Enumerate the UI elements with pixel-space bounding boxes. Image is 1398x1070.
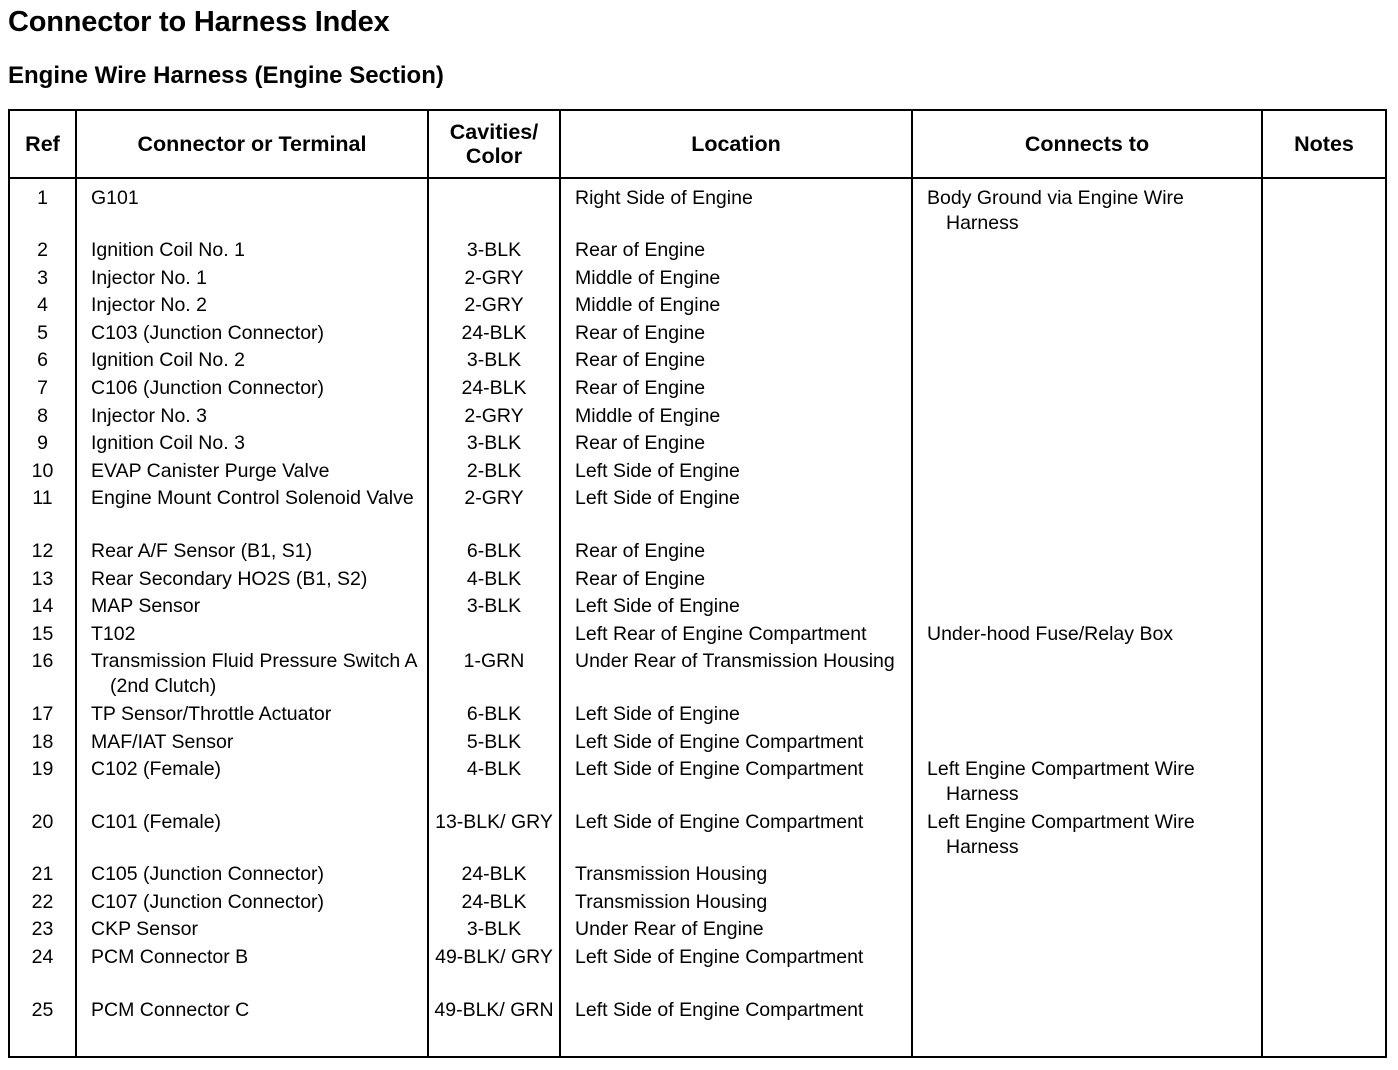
table-row [9,915,1386,943]
cell-connector-text: G101 [91,187,139,209]
cell-connects-to [912,537,1262,565]
table-row [9,291,1386,319]
cell-ref [9,264,76,292]
cell-cavities-text: 1-GRN [463,650,525,673]
cell-connector-text: Transmission Fluid Pressure Switch A (2nd Clutch) [91,650,417,698]
cell-location-text: Left Side of Engine Compartment [575,810,864,833]
cell-ref [9,565,76,593]
cell-ref-text: 13 [31,567,54,590]
cell-connector-text: Ignition Coil No. 2 [91,349,245,372]
cell-connector [76,346,428,374]
cell-ref-text: 6 [37,349,48,372]
cell-cavities-text: 24-BLK [461,890,527,913]
cell-location-text: Rear of Engine [575,239,706,261]
cell-ref [9,647,76,700]
cell-cavities [428,457,560,485]
cell-connector [76,429,428,457]
cell-cavities [428,728,560,756]
cell-connects-to [912,374,1262,402]
cell-cavities-text: 3-BLK [466,595,522,618]
cell-location [560,429,912,457]
cell-notes [1262,565,1386,593]
table-row [9,457,1386,485]
cell-ref-text: 14 [31,595,54,618]
table-row [9,319,1386,347]
cell-connector [76,291,428,319]
cell-ref-text: 22 [31,890,54,913]
cell-connector-text: C103 (Junction Connector) [91,321,325,344]
cell-notes [1262,700,1386,728]
cell-ref [9,728,76,756]
cell-connects-to [912,319,1262,347]
cell-connector-text: TP Sensor/Throttle Actuator [91,702,332,725]
cell-cavities-text: 2-BLK [466,459,522,482]
cell-connector [76,888,428,916]
cell-location [560,565,912,593]
table-header [9,110,1386,178]
cell-connector-text: C105 (Junction Connector) [91,863,325,886]
cell-connector [76,484,428,537]
cell-connector-text: T102 [91,622,136,645]
header-ref: Ref [9,110,76,178]
cell-ref-text: 21 [31,863,54,886]
cell-ref [9,915,76,943]
cell-notes [1262,484,1386,537]
cell-ref-text: 8 [37,404,48,427]
cell-cavities [428,915,560,943]
cell-notes [1262,402,1386,430]
cell-location-text: Left Side of Engine Compartment [575,730,864,753]
cell-connects-to-text: Under-hood Fuse/Relay Box [927,622,1174,645]
cell-cavities-text: 4-BLK [466,758,522,781]
cell-notes [1262,319,1386,347]
cell-location-text: Transmission Housing [575,863,768,886]
cell-connector [76,647,428,700]
table-row [9,888,1386,916]
cell-notes [1262,728,1386,756]
cell-cavities-text: 24-BLK [461,863,527,886]
cell-connector-text: Injector No. 1 [91,266,207,289]
cell-location [560,915,912,943]
cell-notes [1262,647,1386,700]
cell-connects-to [912,484,1262,537]
cell-notes [1262,178,1386,236]
cell-connector [76,374,428,402]
cell-location [560,346,912,374]
cell-ref [9,236,76,264]
cell-connector [76,592,428,620]
cell-location-text: Middle of Engine [575,404,721,427]
cell-connector-text: MAP Sensor [91,595,201,618]
cell-connects-to [912,620,1262,648]
cell-notes [1262,996,1386,1057]
cell-cavities-text: 2-GRY [464,294,524,317]
cell-connector [76,996,428,1057]
page-title: Connector to Harness Index [8,6,390,38]
cell-location [560,700,912,728]
cell-connects-to [912,592,1262,620]
cell-location-text: Left Side of Engine [575,459,740,482]
cell-cavities [428,565,560,593]
cell-cavities [428,808,560,861]
cell-ref-text: 12 [31,539,54,562]
cell-cavities [428,592,560,620]
cell-cavities [428,236,560,264]
cell-ref-text: 24 [31,946,54,969]
cell-connector [76,236,428,264]
cell-location [560,860,912,888]
cell-connects-to [912,565,1262,593]
header-connects-to: Connects to [912,110,1262,178]
cell-location [560,319,912,347]
cell-cavities-text: 2-GRY [464,266,524,289]
cell-connects-to [912,457,1262,485]
cell-cavities-text: 2-GRY [464,487,524,510]
cell-ref-text: 20 [31,810,54,833]
cell-connector-text: Injector No. 2 [91,294,207,317]
cell-ref-text: 1 [37,187,48,209]
cell-location-text: Left Side of Engine [575,702,740,725]
cell-ref [9,319,76,347]
cell-connects-to [912,291,1262,319]
cell-connector-text: Rear Secondary HO2S (B1, S2) [91,567,368,590]
cell-connector [76,457,428,485]
table-row [9,647,1386,700]
header-connector: Connector or Terminal [76,110,428,178]
table-row [9,374,1386,402]
cell-cavities [428,402,560,430]
cell-connects-to-text: Left Engine Compartment Wire Harness [927,758,1195,806]
cell-location-text: Right Side of Engine [575,187,753,209]
cell-notes [1262,888,1386,916]
cell-cavities [428,537,560,565]
header-cavities [428,110,560,178]
cell-ref [9,808,76,861]
cell-location [560,943,912,996]
cell-cavities [428,860,560,888]
cell-ref [9,860,76,888]
cell-location-text: Rear of Engine [575,539,706,562]
cell-connector-text: EVAP Canister Purge Valve [91,459,330,482]
cell-connects-to [912,943,1262,996]
cell-cavities-text: 3-BLK [466,918,522,941]
cell-connector-text: PCM Connector C [91,998,250,1021]
cell-location-text: Transmission Housing [575,890,768,913]
cell-ref [9,457,76,485]
cell-connector [76,728,428,756]
cell-ref-text: 9 [37,432,48,455]
cell-connector-text: Engine Mount Control Solenoid Valve [91,487,414,510]
cell-cavities [428,620,560,648]
cell-connects-to [912,178,1262,236]
table-row [9,346,1386,374]
cell-connector [76,565,428,593]
cell-connects-to [912,236,1262,264]
table-row [9,484,1386,537]
cell-notes [1262,943,1386,996]
cell-notes [1262,592,1386,620]
cell-ref [9,996,76,1057]
cell-cavities [428,943,560,996]
cell-notes [1262,755,1386,808]
table-row [9,264,1386,292]
cell-connects-to [912,860,1262,888]
cell-ref [9,346,76,374]
cell-location [560,457,912,485]
cell-location [560,236,912,264]
cell-cavities-text: 49-BLK/ GRN [434,998,554,1021]
cell-connector [76,943,428,996]
table-row [9,700,1386,728]
cell-location-text: Left Rear of Engine Compartment [575,622,867,645]
cell-location [560,402,912,430]
cell-location-text: Left Side of Engine [575,487,740,510]
cell-location-text: Left Side of Engine Compartment [575,758,864,781]
cell-location [560,728,912,756]
cell-location [560,484,912,537]
cell-location-text: Rear of Engine [575,567,706,590]
cell-location-text: Rear of Engine [575,432,706,455]
cell-connector [76,264,428,292]
cell-ref [9,592,76,620]
cell-cavities [428,429,560,457]
cell-notes [1262,537,1386,565]
cell-cavities [428,319,560,347]
cell-ref [9,755,76,808]
table-row [9,429,1386,457]
cell-cavities [428,755,560,808]
cell-connector-text: C107 (Junction Connector) [91,890,325,913]
cell-connector-text: Injector No. 3 [91,404,207,427]
cell-cavities-text: 4-BLK [466,567,522,590]
cell-location-text: Middle of Engine [575,294,721,317]
header-notes: Notes [1262,110,1386,178]
cell-ref-text: 25 [31,998,54,1021]
cell-connector [76,915,428,943]
cell-ref-text: 17 [31,702,54,725]
cell-notes [1262,808,1386,861]
cell-cavities [428,647,560,700]
cell-cavities-text: 3-BLK [466,432,522,455]
cell-connector [76,620,428,648]
cell-connector [76,808,428,861]
cell-connects-to [912,429,1262,457]
table-row [9,565,1386,593]
cell-location [560,374,912,402]
cell-location-text: Under Rear of Engine [575,918,764,941]
cell-connects-to [912,915,1262,943]
cell-connector-text: Rear A/F Sensor (B1, S1) [91,539,313,562]
cell-ref [9,700,76,728]
table-row [9,860,1386,888]
cell-connector-text: C102 (Female) [91,758,222,781]
table-row [9,755,1386,808]
cell-connector [76,319,428,347]
cell-notes [1262,429,1386,457]
cell-location [560,755,912,808]
table-row [9,236,1386,264]
cell-connects-to [912,755,1262,808]
cell-ref [9,620,76,648]
cell-cavities [428,374,560,402]
cell-cavities-text: 13-BLK/ GRY [435,810,553,833]
cell-cavities [428,996,560,1057]
cell-ref-text: 11 [32,487,53,510]
cell-cavities [428,178,560,236]
cell-cavities [428,888,560,916]
cell-location [560,647,912,700]
cell-connects-to [912,402,1262,430]
cell-connector [76,755,428,808]
cell-connector-text: MAF/IAT Sensor [91,730,234,753]
cell-location-text: Rear of Engine [575,321,706,344]
cell-location-text: Left Side of Engine [575,595,740,618]
cell-location-text: Middle of Engine [575,266,721,289]
cell-connects-to [912,346,1262,374]
cell-connector [76,860,428,888]
cell-connects-to [912,647,1262,700]
cell-connector [76,178,428,236]
cell-connector-text: CKP Sensor [91,918,198,941]
cell-connects-to [912,264,1262,292]
cell-cavities-text: 24-BLK [461,321,527,344]
table-row [9,402,1386,430]
cell-ref-text: 4 [37,294,48,317]
cell-connector-text: Ignition Coil No. 3 [91,432,245,455]
header-location: Location [560,110,912,178]
cell-ref [9,402,76,430]
connector-index-table [8,109,1387,1058]
cell-ref-text: 18 [31,730,54,753]
table-row [9,996,1386,1057]
cell-location [560,808,912,861]
cell-notes [1262,291,1386,319]
cell-notes [1262,620,1386,648]
cell-ref-text: 23 [31,918,54,941]
cell-ref [9,374,76,402]
cell-location [560,592,912,620]
cell-notes [1262,915,1386,943]
table-row [9,620,1386,648]
cell-ref [9,888,76,916]
cell-connects-to [912,888,1262,916]
cell-location [560,620,912,648]
cell-location [560,537,912,565]
cell-location-text: Left Side of Engine Compartment [575,946,864,969]
cell-location [560,291,912,319]
cell-ref-text: 10 [31,459,54,482]
cell-notes [1262,374,1386,402]
cell-notes [1262,236,1386,264]
cell-connector [76,402,428,430]
table-row [9,178,1386,236]
cell-location-text: Rear of Engine [575,376,706,399]
table-row [9,943,1386,996]
cell-location [560,178,912,236]
cell-cavities-text: 6-BLK [466,539,522,562]
table-row [9,728,1386,756]
table-row [9,808,1386,861]
cell-location-text: Rear of Engine [575,349,706,372]
cell-cavities-text: 3-BLK [466,239,522,261]
cell-connects-to-text: Left Engine Compartment Wire Harness [927,810,1195,858]
cell-connects-to [912,996,1262,1057]
cell-cavities [428,484,560,537]
cell-cavities-text: 24-BLK [461,376,527,399]
cell-ref-text: 16 [31,650,54,673]
cell-location [560,996,912,1057]
table-row [9,592,1386,620]
cell-location [560,264,912,292]
cell-connector [76,537,428,565]
cell-cavities-text: 6-BLK [466,702,522,725]
cell-notes [1262,860,1386,888]
cell-cavities-text: 3-BLK [466,349,522,372]
cell-ref [9,484,76,537]
cell-ref-text: 3 [37,266,48,289]
cell-connects-to [912,700,1262,728]
cell-ref-text: 19 [31,758,54,781]
cell-location-text: Under Rear of Transmission Housing [575,650,895,673]
cell-notes [1262,346,1386,374]
cell-connects-to [912,728,1262,756]
cell-ref [9,943,76,996]
header-cavities-line1: Cavities/ [449,120,539,144]
cell-connector [76,700,428,728]
cell-cavities [428,700,560,728]
cell-cavities [428,346,560,374]
cell-ref-text: 5 [37,321,48,344]
page-subtitle: Engine Wire Harness (Engine Section) [8,62,444,89]
cell-location-text: Left Side of Engine Compartment [575,998,864,1021]
cell-ref [9,178,76,236]
cell-ref-text: 15 [31,622,54,645]
cell-ref [9,537,76,565]
cell-connects-to-text: Body Ground via Engine Wire Harness [927,187,1184,234]
cell-notes [1262,264,1386,292]
cell-connects-to [912,808,1262,861]
cell-connector-text: C106 (Junction Connector) [91,376,325,399]
cell-notes [1262,457,1386,485]
header-cavities-line2: Color [465,144,523,168]
cell-location [560,888,912,916]
cell-connector-text: Ignition Coil No. 1 [91,239,245,261]
cell-connector-text: C101 (Female) [91,810,222,833]
cell-ref-text: 2 [37,239,48,261]
cell-cavities-text: 5-BLK [466,730,522,753]
cell-cavities-text: 2-GRY [464,404,524,427]
cell-cavities [428,291,560,319]
table-row [9,537,1386,565]
cell-ref-text: 7 [37,376,48,399]
cell-cavities [428,264,560,292]
cell-connector-text: PCM Connector B [91,946,249,969]
cell-cavities-text: 49-BLK/ GRY [435,946,553,969]
cell-ref [9,429,76,457]
table-body [9,178,1386,1057]
cell-ref [9,291,76,319]
